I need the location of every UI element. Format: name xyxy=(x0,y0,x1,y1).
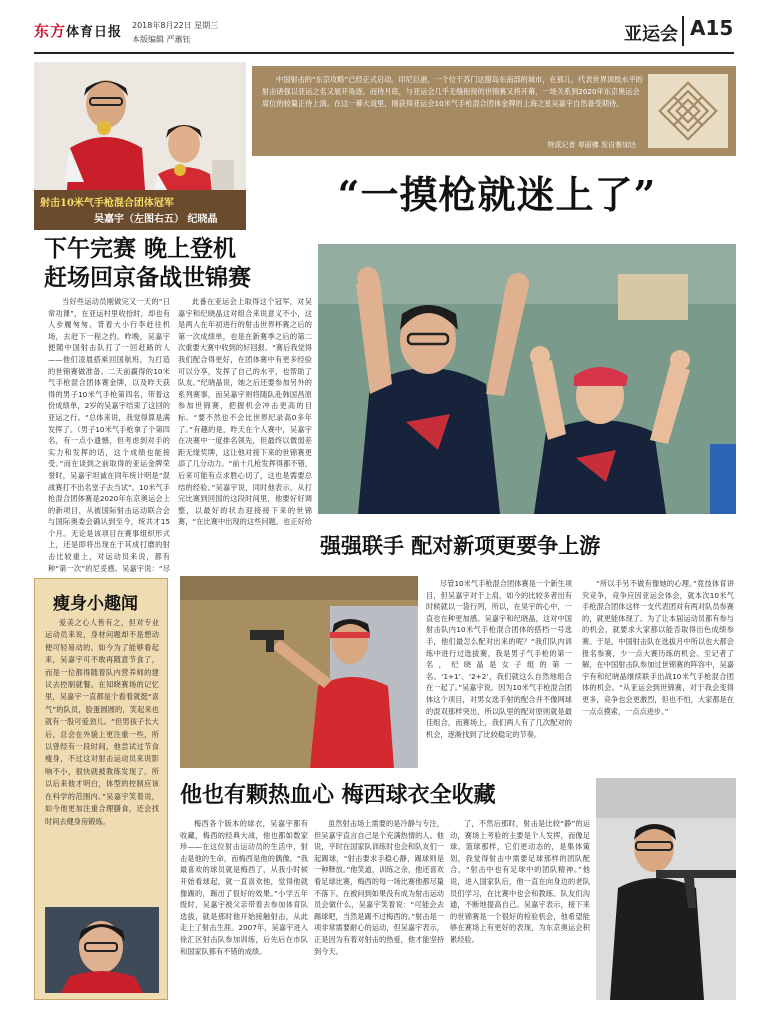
article-column-4: “所以手另不做有像她的心理。”竟技体育讲究竞争，竞争应因亚运会体会，就本次10米气手枪混合团体这样一支代表团对有两对队员参赛的，就更能体现了。为了让本届运动员都有参与的机会，就要求大家都以能否取得出色成绩参赛。于是，中国射击队在选拔月中所以也大都会报名参赛，少一点大赛历练的机会。至记者了解，在中国射击队参加过世锦赛的阵容中，吴嘉宇有和纪晓晶继续联手出战10米气手枪混合团体的机会。“从亚运会到世锦赛，对于我会变得更多，竞争也会更激烈，但也不怕，大家都是在一点点摸索，一点点进步。” xyxy=(582,579,734,716)
medal-caption-event: 射击10米气手枪混合团体冠军 xyxy=(40,198,174,209)
first-subheadline-line1: 下午完赛 晚上登机 xyxy=(44,235,237,262)
medal-caption xyxy=(34,190,246,230)
article-column-2: 此番在亚运会上取得这个冠军，对吴嘉宇和纪晓晶这对组合来说意义不小，这是两人在年初进行的射击世界杯赛之后的第一次成绩单，也是在新赛季之后的第二次重要大赛中收到的好回报。“赛后我觉得我们配合得更好，在团体赛中有更多经验可以分享，发挥了自己的水平，也帮助了队友。”纪晓晶说，她之后还要参加另外的系列赛事，而吴嘉宇则将随队赴韩国昌原参加世锦赛，把握机会冲击更高的目标。“要不然也不会比世界纪录高0多年了。”有趣的是，昨天在个人赛中，吴嘉宇在决赛中一度排名领先，但最终以微弱差距无缘奖牌，这让他对接下来的世锦赛更添了几分动力。“前十几枪发挥得都不错，后来可能有点求胜心切了，这也是需要总结的经验。”吴嘉宇说，同时他表示，从打完比赛到回国的这段时间里，他要好好调整，以最好的状态迎接接下来的世锦赛，“在比赛中出现的这些问题，也正好给 xyxy=(178,297,312,526)
third-subheadline: 他也有颗热血心 梅西球衣全收藏 xyxy=(180,782,496,808)
chinese-knot-icon xyxy=(648,74,728,148)
intro-box xyxy=(252,66,736,156)
main-headline: “一摸枪就迷上了” xyxy=(337,172,657,217)
celebration-illustration xyxy=(318,244,736,514)
portrait-illustration xyxy=(45,907,159,993)
sidebar-title: 瘦身小趣闻 xyxy=(53,594,138,614)
newspaper-logo xyxy=(34,20,122,41)
sidebar-photo xyxy=(45,907,159,993)
section-name: 亚运会 xyxy=(624,24,678,45)
masthead xyxy=(34,14,734,54)
logo-paper: 体育日报 xyxy=(66,25,123,40)
aiming-illustration xyxy=(596,778,736,1000)
issue-date: 2018年8月22日 星期三 xyxy=(132,21,219,30)
sidebar-text: 爱美之心人皆有之，但对专业运动员来说，身材问题却不是想动便可轻易动的。如今为了能够看起来，吴嘉宇可不敢再随意节食了，而是一位都得随着队内营养师的建议去控制就餐。在知晓赛场的记忆里，吴嘉宇一直都是个看着就挺“喜气”的队员，脸蛋圆圆的，笑起来也就有一股可爱劲儿。“但男孩子长大后，总会在外貌上更注重一些，所以曾经有一段时间，他尝试过节食瘦身，不过这对射击运动员来说影响不小，很快就被教练发现了。所以后来他才明白，体型的控制应该在科学的范围内。”吴嘉宇笑着说，如今他更加注重合理膳食，还会找时间去健身房锻炼。 xyxy=(45,618,159,826)
aiming-photo xyxy=(596,778,736,1000)
article-column-1: 当好些运动员刚做完又一天的“日常功课”，在亚运村里收拾时，却也有人步履匆匆。背着大小行李赶往机场，去赶下一程之约。昨晚，吴嘉宇便随中国射击队打了一回赶路的人——他们凌晨搭乘回国航班，为打造的世锦赛做准备。二天前赢得的10米气手枪混合团体赛金牌，以及昨天获得的男子10米气手枪第四名，带着这份成绩单，2岁的吴嘉宇结束了这回的亚运之行。“总体来说，我觉得算是满发挥了。（男子10米气手枪拿了个第四名，有一点小遗憾，但考虑到对手的实力和发挥的话，这个成绩也能接受。”而在谈到之前取得的亚运金牌荣誉时，吴嘉宇坦诚在同年统计明是“混战赛打不出名堂子去当试”。10米气手枪混合团体赛是2020年东京奥运会上的新项目，从被国际射击运动联合会与国际奥委会确认到至今，统共才15个月。无论是该项目在赛事组织形式上，还是即将出现在于其成打磨的射击比较重上，对运动员来说，都有种“第一次”的尼妥感。吴嘉宇说：“尽 xyxy=(48,297,170,572)
intro-credit: 特派记者 草丽佛 发自雅加达 xyxy=(547,141,636,149)
sidebar-box xyxy=(34,578,168,1000)
article-column-7: 了，不然后那时，射击是比较“静”的运动，赛场上考验的主要是个人发挥，而像足球、篮球那样，它们更动态的，是集体策划，我觉得射击中需要足球那样的团队配合，“射击中也有足球中的团队精神。”他说，进入国家队后，他一直在向身边的老队员们学习，在比赛中也会和教练、队友们沟通，不断地提高自己。吴嘉宇表示，接下来的世锦赛是一个很好的检验机会，他希望能够在赛场上有更好的表现，为东京奥运会积累经验。 xyxy=(450,819,590,944)
medal-caption-names: 吴嘉宇（左图右五） 纪晓晶 xyxy=(94,214,218,225)
shooter-photo xyxy=(180,576,418,768)
article-column-6: 虽然射击场上需要的是冷静与专注，但吴嘉宇直言自己是个充满热情的人。他说，平时在国家队训练时也会和队友们一起踢球，“射击要求手稳心静，踢球则是一种释放。”他笑道，训练之余，他还喜欢看足球比赛，梅西的每一场比赛他都尽量不落下。在被问到如果没有成为射击运动员会做什么，吴嘉宇笑着说：“可能会去踢球吧，当然是踢不过梅西的。”射击是一项非常需要耐心的运动，但吴嘉宇表示，正是因为有着对射击的热爱，他才能坚持到今天。 xyxy=(314,819,444,956)
page-editor: 本版编辑 严蕙钰 xyxy=(132,35,191,44)
celebration-photo xyxy=(318,244,736,514)
intro-text: 中国射击的“东京攻略”已经正式启动。印尼巨港，一个位于苏门达腊岛东南部的城市，在那儿，代表世界顶级水平的射击诸强以亚运之名又展开角逐。而待月底，与亚运会几乎无缝衔接的世锦赛又将开幕，一场关系到2020年东京奥运会席位的较量正待上演。在这一幕大戏里，刚获得亚运会10米气手枪混合团体金牌的上海之星吴嘉宇自然备受期待。 xyxy=(262,75,643,108)
page-number: A15 xyxy=(682,16,734,46)
second-subheadline: 强强联手 配对新项更要争上游 xyxy=(320,533,601,558)
article-column-3: 尽管10米气手枪混合团体赛是一个新生项目，但吴嘉宇对于上肩，如今的比较多者出有时候就以一袋行列，所以，在昊宇的心中，一直也在种更加感。吴嘉宇和纪晓晶，这对中国射击队内10米气手枪混合团体的搭档一号选手，他们最怎么配对出来的呢？“我们队内训练中进行过选拔赛，我是男子气手枪的第一名，纪晓晶是女子组的第一名。‘1+1’、‘2+2’，我们就这么自然地组合在一起了。”吴嘉宇说。因为10米气手枪混合团体这个项目，对男女选手射的配合并不像网球的混双那样突出，所以队里的配对原则就是最佳组合，而赛场上，我们两人有了几次配对的机会，逐渐找到了比较稳定的节奏。 xyxy=(426,579,572,739)
logo-main: 东方 xyxy=(34,22,67,40)
article-column-5: 梅西各个版本的球衣，吴嘉宇都有收藏，梅西的经典大战，他也都如数家珍——在这位射击运动员的生活中，射击是他的生命，而梅西是他的偶像。“我最喜欢的球员就是梅西了，从我小时候开始看球起，就一直喜欢他，觉得他就像踢的，踢出了很好的效果。”小学五年级时，吴嘉宇被父亲带着去参加体育队选拔，就是那时他开始接触射击，从此走上了射击生涯。2007年，吴嘉宇进入徐汇区射击队参加训练，后先后在市队和国家队都有不错的成绩。 xyxy=(180,819,308,956)
shooter-illustration xyxy=(180,576,418,768)
first-subheadline xyxy=(44,234,314,292)
first-subheadline-line2: 赶场回京备战世锦赛 xyxy=(44,264,251,291)
